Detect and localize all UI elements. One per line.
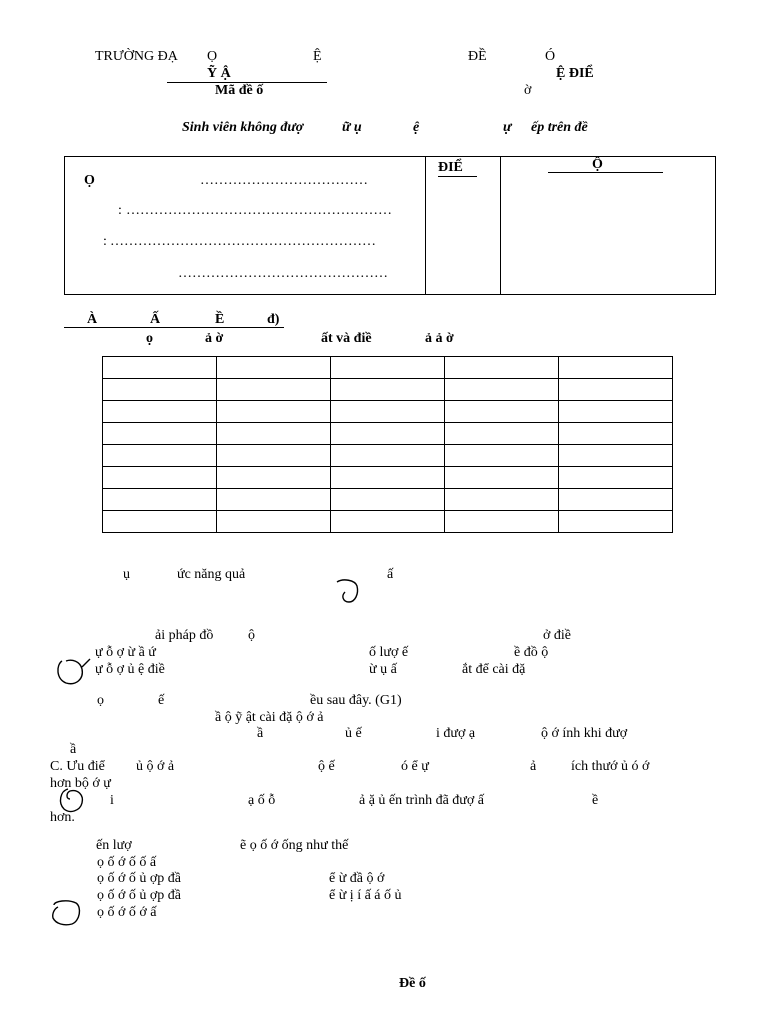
answer-cell[interactable]: [445, 445, 559, 467]
answer-cell[interactable]: [559, 357, 673, 379]
answer-grid-row: [103, 511, 673, 533]
q3-text: ó ể ự: [401, 759, 429, 774]
answer-cell[interactable]: [445, 489, 559, 511]
q2-text: ự ỗ ợ ừ ầ ứ: [95, 645, 156, 660]
exam-subtitle: Ệ ĐIỂ: [556, 66, 594, 81]
student-id-dots[interactable]: …………………………………………………: [126, 203, 392, 218]
answer-grid-row: [103, 489, 673, 511]
q4-text: ể ừ đầ ộ ớ: [329, 871, 385, 886]
answer-cell[interactable]: [331, 423, 445, 445]
answer-cell[interactable]: [445, 467, 559, 489]
section-heading: đ): [267, 312, 280, 327]
q2-text: ở điề: [543, 628, 572, 643]
exam-code-label: Mã đề ố: [215, 83, 264, 98]
instruction-part: ệ: [413, 120, 420, 135]
answer-cell[interactable]: [217, 379, 331, 401]
answer-cell[interactable]: [559, 379, 673, 401]
answer-cell[interactable]: [331, 445, 445, 467]
answer-cell[interactable]: [559, 489, 673, 511]
answer-cell[interactable]: [445, 401, 559, 423]
q1-text: ụ: [123, 567, 130, 582]
answer-cell[interactable]: [331, 467, 445, 489]
q1-text: ấ: [387, 567, 394, 582]
answer-grid-row: [103, 423, 673, 445]
q2-text: ắt để cài đặ: [462, 662, 526, 677]
q3-text: ộ ế: [318, 759, 335, 774]
handwritten-mark-q3: [54, 785, 88, 815]
answer-cell[interactable]: [103, 357, 217, 379]
header-fragment: Ọ: [207, 49, 218, 64]
answer-cell[interactable]: [559, 467, 673, 489]
department-line: Ỹ Ậ: [207, 66, 231, 81]
instruction-part: ếp trên đề: [531, 120, 588, 135]
instruction-part: ữ ụ: [342, 120, 362, 135]
q3-text: ọ: [97, 693, 104, 708]
q4-text: ẽ ọ ố ớ ống như thế: [240, 838, 349, 853]
exam-time-fragment: ờ: [524, 83, 532, 98]
grader-underline: [548, 172, 663, 173]
answer-grid-row: [103, 401, 673, 423]
answer-cell[interactable]: [445, 511, 559, 533]
answer-grid-row: [103, 445, 673, 467]
q3-text: ủ ộ ớ ả: [136, 759, 175, 774]
section-heading: Ề: [215, 312, 225, 327]
q3-text: ả ặ ủ ến trình đã đượ ấ: [359, 793, 485, 808]
q3-text: hơn.: [50, 810, 75, 825]
box-divider: [500, 156, 501, 294]
grader-header: Ộ: [592, 157, 603, 172]
student-id-colon: :: [118, 203, 122, 218]
answer-cell[interactable]: [103, 401, 217, 423]
instruction-part: Sinh viên không đượ: [182, 120, 304, 135]
answer-cell[interactable]: [103, 467, 217, 489]
q3-text: ủ ế: [345, 726, 362, 741]
answer-cell[interactable]: [217, 511, 331, 533]
header-fragment: Ệ: [313, 49, 322, 64]
q3-text: ầ: [257, 726, 264, 741]
handwritten-mark-q1: [333, 576, 361, 606]
section-subtitle: ất và điề: [321, 331, 372, 346]
q2-text: ừ ụ ấ: [369, 662, 397, 677]
instruction-part: ự: [503, 120, 512, 135]
q2-text: ộ: [248, 628, 255, 643]
section-subtitle: ả ả ờ: [425, 331, 454, 346]
q2-text: ự ỗ ợ ủ ệ điề: [95, 662, 165, 677]
exam-title: ĐỀ: [468, 49, 487, 64]
name-dots[interactable]: ………………………………: [200, 173, 368, 188]
q3-text: ả: [530, 759, 537, 774]
answer-cell[interactable]: [217, 445, 331, 467]
answer-grid-row: [103, 467, 673, 489]
q3-text: ề: [592, 793, 599, 808]
answer-cell[interactable]: [217, 467, 331, 489]
answer-cell[interactable]: [217, 357, 331, 379]
section-subtitle: ả ờ: [205, 331, 224, 346]
answer-cell[interactable]: [559, 511, 673, 533]
q2-text: ố lượ ế: [369, 645, 409, 660]
section-heading: À: [87, 312, 98, 327]
answer-cell[interactable]: [103, 445, 217, 467]
answer-cell[interactable]: [103, 489, 217, 511]
q1-text: ức năng quả: [177, 567, 246, 582]
answer-cell[interactable]: [331, 401, 445, 423]
answer-cell[interactable]: [445, 379, 559, 401]
answer-cell[interactable]: [217, 489, 331, 511]
answer-grid: [102, 356, 673, 533]
student-info-box: [64, 156, 716, 295]
answer-grid-row: [103, 357, 673, 379]
answer-cell[interactable]: [217, 423, 331, 445]
q3-text: ạ ố ỗ: [248, 793, 276, 808]
handwritten-mark-q4: [48, 897, 84, 929]
q3-option-c: C. Ưu điể: [50, 759, 105, 774]
q4-text: ọ ố ớ ố ớ ấ: [97, 905, 157, 920]
q2-text: ải pháp đồ: [155, 628, 214, 643]
class-dots[interactable]: …………………………………………………: [110, 234, 376, 249]
handwritten-mark-q2: [52, 653, 92, 689]
q4-text: ọ ố ớ ố ố ấ: [97, 855, 157, 870]
section-heading: Ấ: [150, 312, 161, 327]
q3-text: ộ ớ ính khi đượ: [541, 726, 628, 741]
answer-cell[interactable]: [103, 511, 217, 533]
header-fragment: Ó: [545, 49, 556, 64]
score-header: ĐIỂ: [438, 160, 477, 177]
name-label: Ọ: [84, 173, 95, 188]
answer-cell[interactable]: [217, 401, 331, 423]
q3-text: hơn bộ ớ ự: [50, 776, 111, 791]
signature-dots[interactable]: ………………………………………: [178, 266, 388, 281]
q3-text: i đượ ạ: [436, 726, 476, 741]
answer-cell[interactable]: [331, 357, 445, 379]
page-footer: Đề ố: [399, 976, 426, 991]
answer-cell[interactable]: [559, 423, 673, 445]
q3-text: ế: [158, 693, 165, 708]
q4-text: ể ừ ị í ấ á ố ủ: [329, 888, 402, 903]
answer-cell[interactable]: [559, 401, 673, 423]
section-subtitle: ọ: [146, 331, 153, 346]
answer-cell[interactable]: [445, 423, 559, 445]
q3-text: i: [110, 793, 114, 808]
school-name: TRƯỜNG ĐẠ: [95, 49, 178, 64]
answer-cell[interactable]: [103, 379, 217, 401]
q2-text: ề đồ ộ: [514, 645, 549, 660]
q4-text: ọ ố ớ ố ủ ợp đầ: [97, 888, 182, 903]
answer-cell[interactable]: [331, 489, 445, 511]
answer-cell[interactable]: [559, 445, 673, 467]
q4-text: ọ ố ớ ố ủ ợp đầ: [97, 871, 182, 886]
answer-cell[interactable]: [445, 357, 559, 379]
class-colon: :: [103, 234, 107, 249]
answer-cell[interactable]: [103, 423, 217, 445]
q4-text: ến lượ: [96, 838, 132, 853]
section-underline: [64, 327, 284, 328]
q3-text: ầ: [70, 742, 77, 757]
q3-text: ều sau đây. (G1): [310, 693, 402, 708]
answer-grid-row: [103, 379, 673, 401]
q3-text: ầ ộ ỹ ật cài đặ ộ ớ ả: [215, 710, 324, 725]
answer-cell[interactable]: [331, 511, 445, 533]
box-divider: [425, 156, 426, 294]
answer-cell[interactable]: [331, 379, 445, 401]
q3-text: ích thướ ủ ó ớ: [571, 759, 650, 774]
